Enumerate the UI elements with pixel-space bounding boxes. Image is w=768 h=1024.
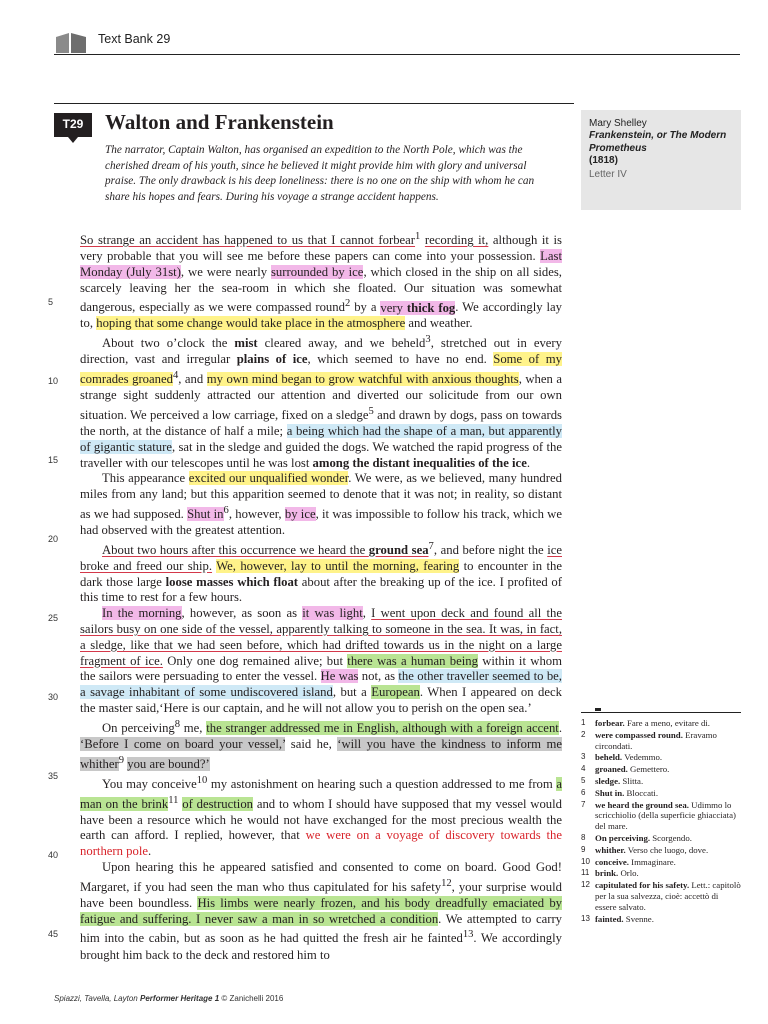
page-footer [54, 994, 283, 1003]
glossary-item: 5 sledge. Slitta. [581, 775, 644, 786]
source-box [581, 110, 741, 210]
paragraph: Upon hearing this he appeared satisfied and consented to come on board. Good God! Margaret, if you had seen the man who thus capitulated for his safety$^{12}$, your surprise would have been boundless. His limbs were nearly frozen, and his body dreadfully emaciated by fatigue and suffering. I never saw a man in so wretched a condition. We attempted to carry him into the cabin, but as soon as he had quitted the fresh air he fainted$^{13}$. We accordingly brought him back to the deck and restored him to [80, 860, 563, 962]
top-rule [54, 103, 574, 104]
paragraph: About two o’clock the mist cleared away, and we beheld$^3$, stretched out in every direction, vast and irregular plains of ice, which seemed to have no end. Some of my comrades groaned$^4$, and my own mind began to grow watchful with anxious thoughts, when a strange sight suddenly attracted our attention and diverted our solicitude from our own situation. We perceived a low carriage, fixed on a sledge$^5$ and drawn by dogs, pass on towards the north, at the distance of half a mile; a being which had the shape of a man, but apparently of gigantic stature, sat in the sledge and guided the dogs. We watched the rapid progress of the traveller with our telescopes until he was lost among the distant inequalities of the ice. [80, 334, 562, 470]
glossary-item: 8 On perceiving. Scorgendo. [581, 832, 692, 843]
paragraph: On perceiving$^8$ me, the stranger addressed me in English, although with a foreign accent. ‘Before I come on board your vessel,’ said he, ‘will you have the kindness to inform me whither$^9$ you are bound?’ [80, 718, 562, 771]
paragraph: In the morning, however, as soon as it was light, I went upon deck and found all the sailors busy on one side of the vessel, apparently talking to someone in the sea. It was, in fact, a sledge, like that we had seen before, which had drifted towards us in the night on a large fragment of ice. Only one dog remained alive; but there was a human being within it whom the sailors were persuading to enter the vessel. He was not, as the other traveller seemed to be, a savage inhabitant of some undiscovered island, but a European. When I appeared on deck the master said,‘Here is our captain, and he will not allow you to perish on the open sea.’ [80, 606, 563, 715]
footer-copyright: © Zanichelli 2016 [221, 994, 284, 1003]
glossary-item: 1 forbear. Fare a meno, evitare di. [581, 718, 710, 728]
page-header [54, 30, 740, 55]
glossary-item: 4 groaned. Gemettero. [581, 764, 670, 775]
intro-paragraph: The narrator, Captain Walton, has organised an expedition to the North Pole, which was the cherished dream of his youth, since he believed it might provide him with glory and universal praise. The only drawback is his deep loneliness: there is no one on the ship with whom he can share his hopes and fears. During his voyage a strange accident happens. [105, 144, 535, 204]
line-number: 20 [48, 534, 59, 544]
line-number: 10 [48, 376, 59, 386]
line-number: 25 [48, 613, 59, 623]
line-number: 30 [48, 692, 59, 702]
glossary-item: 2 were compassed round. Eravamo circondati. [581, 729, 717, 751]
line-number: 35 [48, 771, 59, 781]
letter-text [80, 229, 562, 963]
glossary-item: 10 conceive. Immaginare. [581, 856, 676, 867]
source-work: Frankenstein, or The Modern Prometheus [589, 130, 727, 154]
paragraph: You may conceive$^{10}$ my astonishment on hearing such a question addressed to me from a man on the brink$^{11}$ of destruction and to whom I should have supposed that my vessel would have been a resource which he would not have exchanged for the most precious wealth the earth can afford. I replied, however, that we were on a voyage of discovery towards the northern pole. [80, 774, 563, 859]
paragraph: About two hours after this occurrence we heard the ground sea$^7$, and before night the ice broke and freed our ship. We, however, lay to until the morning, fearing to encounter in the dark those large loose masses which float about after the breaking up of the ice. I profited of this time to rest for a few hours. [80, 540, 562, 605]
footer-authors: Spiazzi, Tavella, Layton [54, 994, 138, 1003]
glossary-item: 3 beheld. Vedemmo. [581, 752, 663, 763]
text-title: Walton and Frankenstein [105, 110, 334, 134]
glossary-item: 9 whither. Verso che luogo, dove. [581, 844, 709, 855]
glossary-rule [581, 712, 741, 713]
line-number: 15 [48, 455, 59, 465]
line-number: 45 [48, 929, 59, 939]
glossary [581, 718, 741, 925]
glossary-marker [595, 708, 601, 711]
source-year: (1818) [589, 154, 618, 166]
paragraph: This appearance excited our unqualified wonder. We were, as we believed, many hundred miles from any land; but this apparition seemed to denote that it was not; in reality, so distant as we had supposed. Shut $in^6$, however, by ice, it was impossible to follow his track, which we had observed with the greatest attention. [80, 471, 562, 537]
glossary-item: 12 capitulated for his safety. Lett.: capitolò per la sua salvezza, cioè: accettò di essere salvato. [581, 880, 741, 912]
glossary-item: 11 brink. Orlo. [581, 868, 639, 879]
page-header-title: Text Bank 29 [98, 32, 171, 46]
book-icon [56, 33, 86, 53]
line-number: 40 [48, 850, 59, 860]
glossary-item: 13 fainted. Svenne. [581, 913, 654, 924]
line-number: 5 [48, 297, 54, 307]
text-badge: T29 [54, 113, 92, 137]
source-letter: Letter IV [589, 169, 627, 181]
source-author: Mary Shelley [589, 118, 647, 129]
footer-book: Performer Heritage 1 [140, 994, 220, 1003]
paragraph: So strange an accident has happened to us that I cannot forbear$^1$ recording it, although it is very probable that you will see me before these papers can come into your possession. Last Monday (July 31st), we were nearly surrounded by ice, which closed in the ship on all sides, scarcely leaving her the sea-room in which she floated. Our situation was somewhat dangerous, especially as we were compassed round$^2$ by a very thick fog. We accordingly lay to, hoping that some change would take place in the atmosphere and weather. [80, 231, 563, 331]
glossary-item: 7 we heard the ground sea. Udimmo lo scricchiolio (della superficie ghiacciata) del mare. [581, 799, 736, 832]
glossary-item: 6 Shut in. Bloccati. [581, 787, 659, 798]
